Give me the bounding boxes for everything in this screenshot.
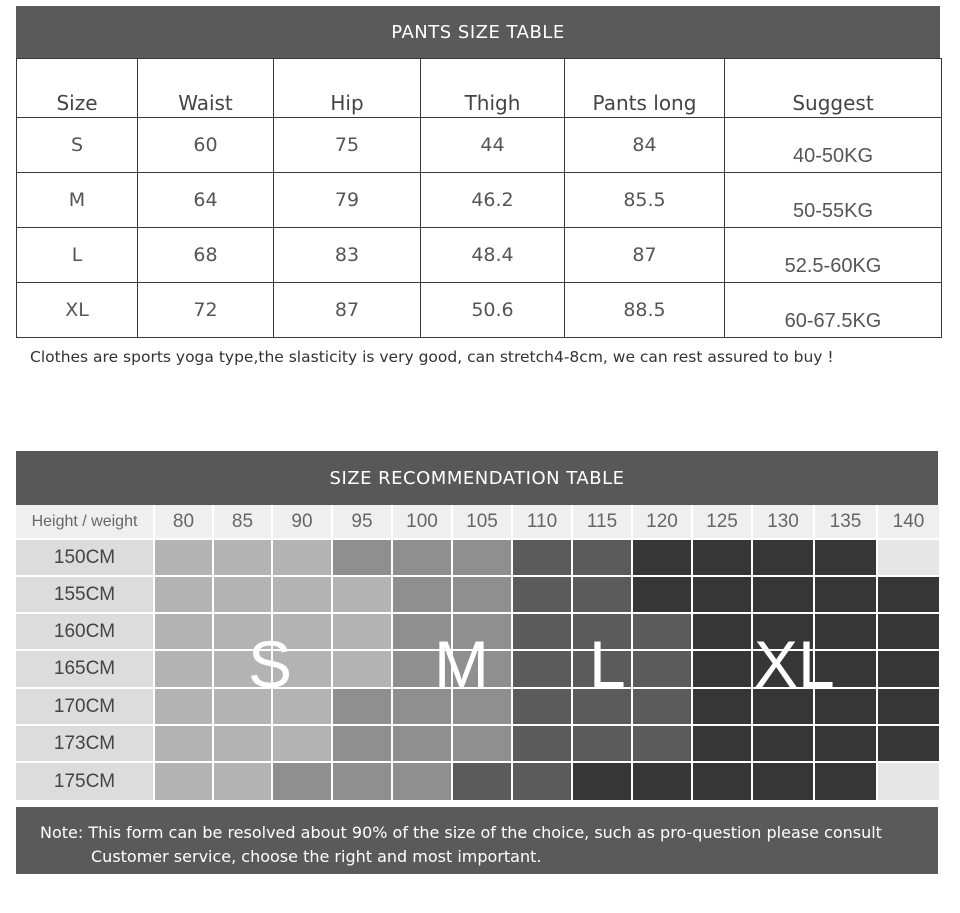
size-zone-label: XL — [754, 627, 835, 701]
size-cell — [878, 689, 939, 724]
table-header-row — [17, 59, 942, 118]
size-cell — [333, 689, 391, 724]
cell-waist: 64 — [138, 173, 274, 228]
weight-header: 135 — [815, 505, 876, 538]
size-cell — [693, 651, 751, 687]
size-cell — [753, 763, 813, 800]
height-label: 150CM — [16, 540, 153, 575]
size-cell — [333, 763, 391, 800]
weight-header: 90 — [273, 505, 331, 538]
size-cell — [513, 540, 571, 575]
cell-thigh: 46.2 — [421, 173, 565, 228]
weight-header: 85 — [214, 505, 271, 538]
size-cell — [273, 540, 331, 575]
cell-thigh: 50.6 — [421, 283, 565, 338]
cell-suggest: 40-50KG — [725, 118, 942, 173]
size-cell — [693, 689, 751, 724]
size-cell — [693, 763, 751, 800]
size-cell — [214, 577, 271, 612]
table-row — [17, 118, 942, 173]
size-cell — [693, 540, 751, 575]
size-cell — [333, 540, 391, 575]
size-cell — [453, 726, 511, 761]
size-cell — [878, 577, 939, 612]
cell-size: M — [17, 173, 138, 228]
size-cell — [393, 726, 451, 761]
size-cell — [878, 651, 939, 687]
height-label: 173CM — [16, 726, 153, 761]
size-cell — [633, 726, 691, 761]
cell-pants-long: 88.5 — [565, 283, 725, 338]
size-cell — [815, 726, 876, 761]
size-cell — [513, 726, 571, 761]
weight-header: 95 — [333, 505, 391, 538]
cell-pants-long: 85.5 — [565, 173, 725, 228]
size-cell — [753, 577, 813, 612]
cell-waist: 68 — [138, 228, 274, 283]
size-cell — [878, 614, 939, 649]
size-cell — [214, 763, 271, 800]
weight-header: 105 — [453, 505, 511, 538]
cell-hip: 79 — [274, 173, 421, 228]
cell-thigh: 48.4 — [421, 228, 565, 283]
size-cell — [273, 577, 331, 612]
size-cell — [273, 726, 331, 761]
size-cell — [693, 614, 751, 649]
weight-header: 110 — [513, 505, 571, 538]
size-cell — [753, 540, 813, 575]
note-line-2: Customer service, choose the right and most important. — [91, 847, 542, 866]
size-recommendation-grid — [16, 505, 941, 802]
size-cell — [393, 763, 451, 800]
cell-pants-long: 87 — [565, 228, 725, 283]
cell-waist: 72 — [138, 283, 274, 338]
note-bar — [16, 807, 938, 874]
size-cell — [333, 577, 391, 612]
header-suggest: Suggest — [725, 59, 942, 118]
size-cell — [453, 577, 511, 612]
size-cell — [693, 726, 751, 761]
size-cell — [155, 577, 212, 612]
weight-header: 140 — [878, 505, 939, 538]
size-cell — [273, 763, 331, 800]
size-cell — [753, 726, 813, 761]
size-cell — [155, 540, 212, 575]
size-zone-label: S — [248, 627, 293, 701]
size-cell — [513, 763, 571, 800]
size-zone-label: M — [434, 627, 489, 701]
height-weight-corner-label: Height / weight — [16, 505, 153, 538]
size-cell — [633, 577, 691, 612]
weight-header: 115 — [573, 505, 631, 538]
height-label: 160CM — [16, 614, 153, 649]
cell-hip: 75 — [274, 118, 421, 173]
size-cell — [815, 540, 876, 575]
height-label: 165CM — [16, 651, 153, 687]
cell-hip: 83 — [274, 228, 421, 283]
size-cell — [513, 577, 571, 612]
size-cell — [453, 763, 511, 800]
size-cell — [633, 651, 691, 687]
header-waist: Waist — [138, 59, 274, 118]
header-size: Size — [17, 59, 138, 118]
cell-size: L — [17, 228, 138, 283]
size-cell — [513, 651, 571, 687]
size-cell — [815, 577, 876, 612]
cell-thigh: 44 — [421, 118, 565, 173]
size-cell — [573, 726, 631, 761]
size-recommendation-title: SIZE RECOMMENDATION TABLE — [16, 451, 938, 505]
cell-size: S — [17, 118, 138, 173]
height-label: 175CM — [16, 763, 153, 800]
size-cell — [633, 614, 691, 649]
size-cell — [815, 763, 876, 800]
table-row — [17, 283, 942, 338]
size-cell — [453, 540, 511, 575]
size-cell — [393, 577, 451, 612]
weight-header: 80 — [155, 505, 212, 538]
size-cell — [573, 577, 631, 612]
weight-header: 130 — [753, 505, 813, 538]
size-cell — [214, 726, 271, 761]
weight-header: 100 — [393, 505, 451, 538]
size-cell — [633, 763, 691, 800]
cell-hip: 87 — [274, 283, 421, 338]
size-cell — [393, 540, 451, 575]
header-pants-long: Pants long — [565, 59, 725, 118]
weight-header: 120 — [633, 505, 691, 538]
size-cell — [214, 540, 271, 575]
size-cell — [573, 763, 631, 800]
size-cell — [155, 651, 212, 687]
header-hip: Hip — [274, 59, 421, 118]
size-cell — [513, 689, 571, 724]
pants-size-table-title: PANTS SIZE TABLE — [16, 6, 940, 58]
size-cell — [155, 763, 212, 800]
table-row — [17, 228, 942, 283]
size-cell — [878, 726, 939, 761]
note-line-1: Note: This form can be resolved about 90% of the size of the choice, such as pro-question please consult — [40, 823, 882, 842]
pants-size-table — [16, 58, 942, 338]
size-cell — [878, 763, 939, 800]
header-thigh: Thigh — [421, 59, 565, 118]
size-cell — [693, 577, 751, 612]
size-cell — [633, 689, 691, 724]
table-row — [17, 173, 942, 228]
cell-suggest: 52.5-60KG — [725, 228, 942, 283]
height-label: 170CM — [16, 689, 153, 724]
size-cell — [155, 726, 212, 761]
size-cell — [633, 540, 691, 575]
height-label: 155CM — [16, 577, 153, 612]
weight-header: 125 — [693, 505, 751, 538]
cell-size: XL — [17, 283, 138, 338]
size-cell — [333, 614, 391, 649]
size-cell — [333, 651, 391, 687]
size-cell — [333, 726, 391, 761]
size-cell — [513, 614, 571, 649]
size-cell — [878, 540, 939, 575]
cell-pants-long: 84 — [565, 118, 725, 173]
pants-stretch-note: Clothes are sports yoga type,the slasticity is very good, can stretch4-8cm, we can rest assured to buy ! — [30, 348, 834, 366]
size-cell — [155, 689, 212, 724]
size-zone-label: L — [589, 627, 626, 701]
cell-suggest: 60-67.5KG — [725, 283, 942, 338]
size-cell — [573, 540, 631, 575]
cell-suggest: 50-55KG — [725, 173, 942, 228]
cell-waist: 60 — [138, 118, 274, 173]
size-cell — [155, 614, 212, 649]
